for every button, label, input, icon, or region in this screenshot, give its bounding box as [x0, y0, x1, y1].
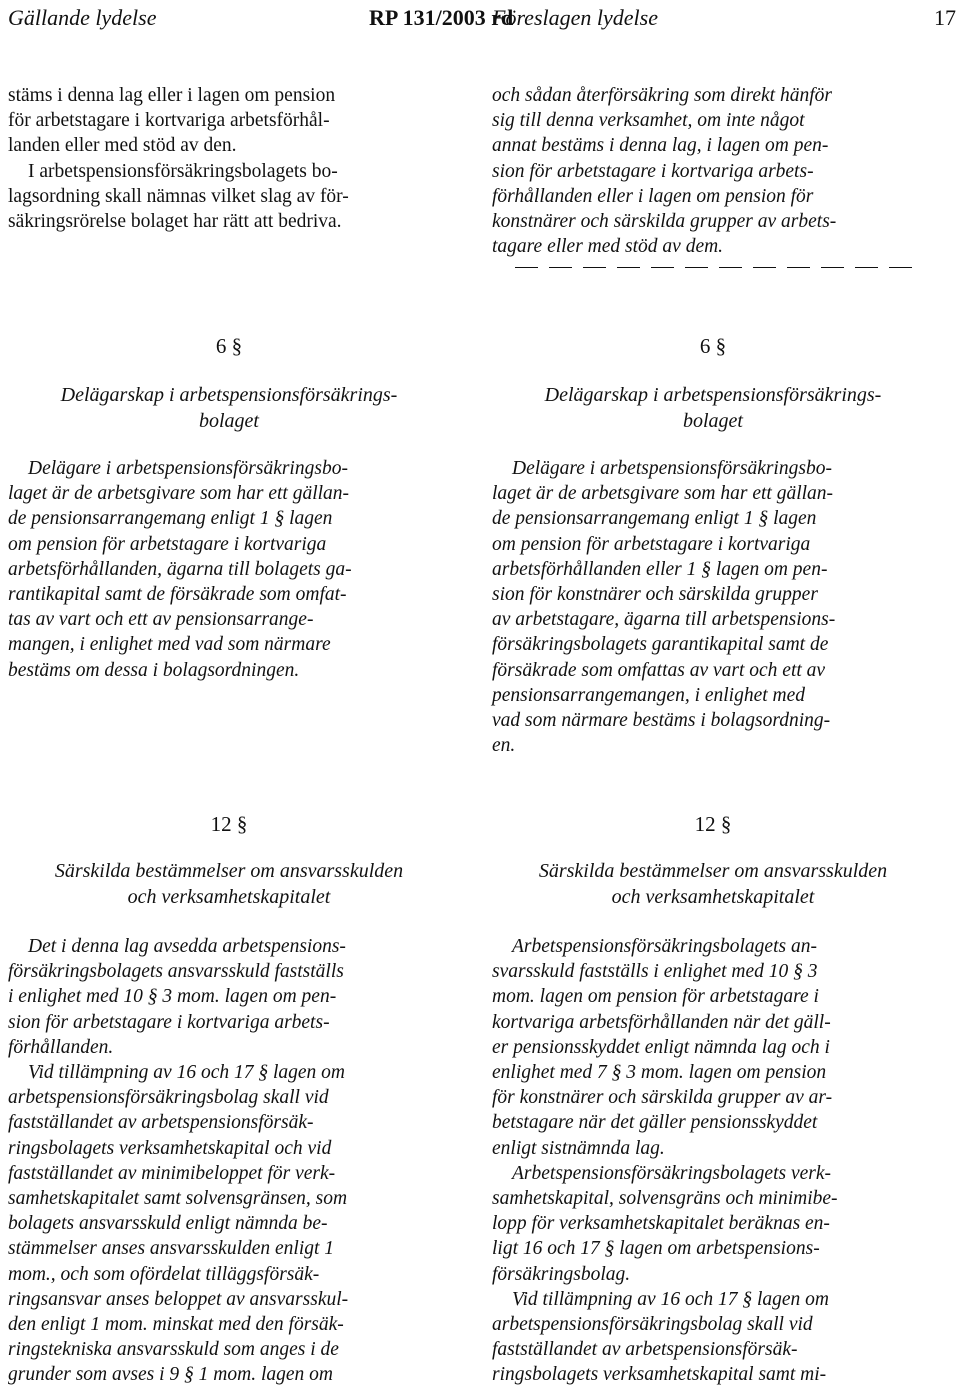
text-line: vad som närmare bestäms i bolagsordning-	[492, 710, 831, 732]
text-line: mangen, i enlighet med vad som närmare	[8, 634, 331, 656]
text-line: ringstekniska ansvarsskuld som anges i de	[8, 1339, 339, 1361]
text-line: Delägare i arbetspensionsförsäkringsbo-	[28, 458, 348, 479]
text-line: de pensionsarrangemang enligt 1 § lagen	[492, 508, 817, 530]
heading-line: och verksamhetskapitalet	[611, 885, 815, 908]
text-line: lagsordning skall nämnas vilket slag av för-	[8, 185, 349, 207]
text-line: kortvariga arbetsförhållanden när det gäll-	[492, 1011, 831, 1033]
text-line: för konstnärer och särskilda grupper av ar-	[492, 1087, 833, 1109]
text-line: säkringsrörelse bolaget har rätt att bedriva.	[8, 211, 342, 233]
text-line: den enligt 1 mom. minskat med den försäk-	[8, 1314, 344, 1336]
text-line: samhetskapitalet samt solvensgränsen, som	[8, 1188, 348, 1210]
heading-line: Delägarskap i arbetspensionsförsäkrings-	[544, 384, 882, 406]
text-line: enligt sistnämnda lag.	[492, 1137, 665, 1159]
text-line: Vid tillämpning av 16 och 17 § lagen om	[512, 1288, 830, 1310]
text-line: mom. lagen om pension för arbetstagare i	[492, 986, 819, 1008]
heading-line: och verksamhetskapitalet	[127, 885, 331, 908]
text-line: annat bestäms i denna lag, i lagen om pen-	[492, 135, 829, 157]
text-line: försäkrade som omfattas av vart och ett av	[492, 659, 826, 681]
text-line: ligt 16 och 17 § lagen om arbetspensions-	[492, 1238, 820, 1260]
text-line: om pension för arbetstagare i kortvariga	[492, 533, 811, 555]
section-number: 6 §	[215, 334, 243, 358]
text-line: laget är de arbetsgivare som har ett gällan-	[8, 483, 350, 505]
text-line: laget är de arbetsgivare som har ett gällan-	[492, 483, 834, 505]
current-section-12	[8, 811, 450, 1388]
proposed-section-6	[492, 333, 934, 758]
text-line: sion för konstnärer och särskilda grupper	[492, 584, 818, 606]
text-line: fastställandet av minimibeloppet för verk-	[8, 1162, 336, 1184]
text-line: grunder som avses i 9 § 1 mom. lagen om	[8, 1364, 333, 1386]
text-line: pensionsarrangemangen, i enlighet med	[492, 684, 806, 706]
text-line: Arbetspensionsförsäkringsbolagets verk-	[512, 1162, 832, 1184]
section-text	[8, 456, 450, 683]
text-line: Det i denna lag avsedda arbetspensions-	[28, 936, 346, 957]
text-line: tas av vart och ett av pensionsarrange-	[8, 609, 314, 631]
section-heading	[492, 859, 934, 910]
text-line: Vid tillämpning av 16 och 17 § lagen om	[28, 1062, 346, 1084]
section-number: 6 §	[699, 334, 727, 358]
text-line: försäkringsbolagets garantikapital samt de	[492, 634, 829, 656]
text-line: sig till denna verksamhet, om inte något	[492, 110, 805, 132]
column-header-current: Gällande lydelse	[8, 5, 157, 30]
current-section-6	[8, 333, 450, 683]
text-line: försäkringsbolag.	[492, 1263, 631, 1285]
text-line: fastställandet av arbetspensionsförsäk-	[8, 1112, 314, 1134]
text-line: samhetskapital, solvensgräns och minimibe-	[492, 1188, 838, 1210]
column-header-proposed: Föreslagen lydelse	[492, 5, 658, 30]
text-line: landen eller med stöd av den.	[8, 135, 237, 157]
text-line: om pension för arbetstagare i kortvariga	[8, 533, 327, 555]
section-paragraph-1	[8, 934, 450, 1060]
section-paragraph-2	[8, 1060, 450, 1388]
text-line: för arbetstagare i kortvariga arbetsförhål-	[8, 110, 330, 132]
proposed-intro	[492, 83, 934, 268]
section-paragraph-3	[492, 1287, 934, 1388]
text-line: sion för arbetstagare i kortvariga arbets-	[8, 1011, 330, 1033]
section-heading	[8, 859, 450, 910]
text-line: de pensionsarrangemang enligt 1 § lagen	[8, 508, 333, 530]
text-line: arbetspensionsförsäkringsbolag skall vid	[492, 1314, 813, 1336]
text-line: betstagare när det gäller pensionsskyddet	[492, 1112, 818, 1134]
text-line: sion för arbetstagare i kortvariga arbets-	[492, 160, 814, 182]
text-line: rantikapital samt de försäkrade som omfat-	[8, 584, 347, 606]
section-paragraph-1	[492, 934, 934, 1161]
text-line: mom., och som ofördelat tilläggsförsäk-	[8, 1263, 320, 1285]
text-line: ringsansvar anses beloppet av ansvarsskul-	[8, 1288, 349, 1310]
text-line: I arbetspensionsförsäkringsbolagets bo-	[28, 160, 338, 182]
proposed-section-12	[492, 811, 934, 1388]
text-line: bestäms om dessa i bolagsordningen.	[8, 659, 300, 681]
text-line: Delägare i arbetspensionsförsäkringsbo-	[512, 458, 832, 479]
page-number: 17	[934, 5, 956, 30]
text-line: en.	[492, 735, 516, 757]
text-line: arbetspensionsförsäkringsbolag skall vid	[8, 1087, 329, 1109]
text-line: Arbetspensionsförsäkringsbolagets an-	[512, 936, 817, 957]
text-line: av arbetstagare, ägarna till arbetspensions-	[492, 609, 836, 631]
text-line: svarsskuld fastställs i enlighet med 10 § 3	[492, 961, 818, 983]
section-text	[492, 456, 934, 758]
section-paragraph-2	[492, 1161, 934, 1287]
text-line: stäms i denna lag eller i lagen om pension	[8, 85, 336, 106]
text-line: förhållanden.	[8, 1036, 114, 1058]
current-intro	[8, 83, 450, 234]
document-id: RP 131/2003 rd	[369, 5, 514, 30]
text-line: och sådan återförsäkring som direkt hänför	[492, 85, 832, 106]
heading-line: Delägarskap i arbetspensionsförsäkrings-	[60, 384, 398, 406]
text-line: stämmelser anses ansvarsskulden enligt 1	[8, 1238, 335, 1260]
heading-line: bolaget	[199, 409, 259, 432]
heading-line: Särskilda bestämmelser om ansvarsskulden	[538, 860, 888, 882]
heading-line: bolaget	[683, 409, 743, 432]
text-line: enlighet med 7 § 3 mom. lagen om pension	[492, 1062, 827, 1084]
text-line: er pensionsskyddet enligt nämnda lag och i	[492, 1036, 830, 1058]
section-number: 12 §	[210, 812, 248, 836]
text-line: förhållanden eller i lagen om pension för	[492, 185, 814, 207]
section-heading	[8, 383, 450, 434]
heading-line: Särskilda bestämmelser om ansvarsskulden	[54, 860, 404, 882]
text-line: arbetsförhållanden eller 1 § lagen om pen-	[492, 558, 828, 580]
text-line: ringsbolagets verksamhetskapital samt mi-	[492, 1364, 827, 1386]
section-heading	[492, 383, 934, 434]
text-line: försäkringsbolagets ansvarsskuld fastställs	[8, 961, 344, 983]
text-line: i enlighet med 10 § 3 mom. lagen om pen-	[8, 986, 337, 1008]
text-line: lopp för verksamhetskapitalet beräknas en-	[492, 1213, 830, 1235]
text-line: ringsbolagets verksamhetskapital och vid	[8, 1137, 332, 1159]
text-line: fastställandet av arbetspensionsförsäk-	[492, 1339, 798, 1361]
section-number: 12 §	[694, 812, 732, 836]
text-line: konstnärer och särskilda grupper av arbets-	[492, 211, 837, 233]
text-line: tagare eller med stöd av dem.	[492, 236, 724, 258]
text-line: bolagets ansvarsskuld enligt nämnda be-	[8, 1213, 328, 1235]
omission-dashes	[492, 267, 934, 268]
text-line: arbetsförhållanden, ägarna till bolagets ga-	[8, 558, 352, 580]
